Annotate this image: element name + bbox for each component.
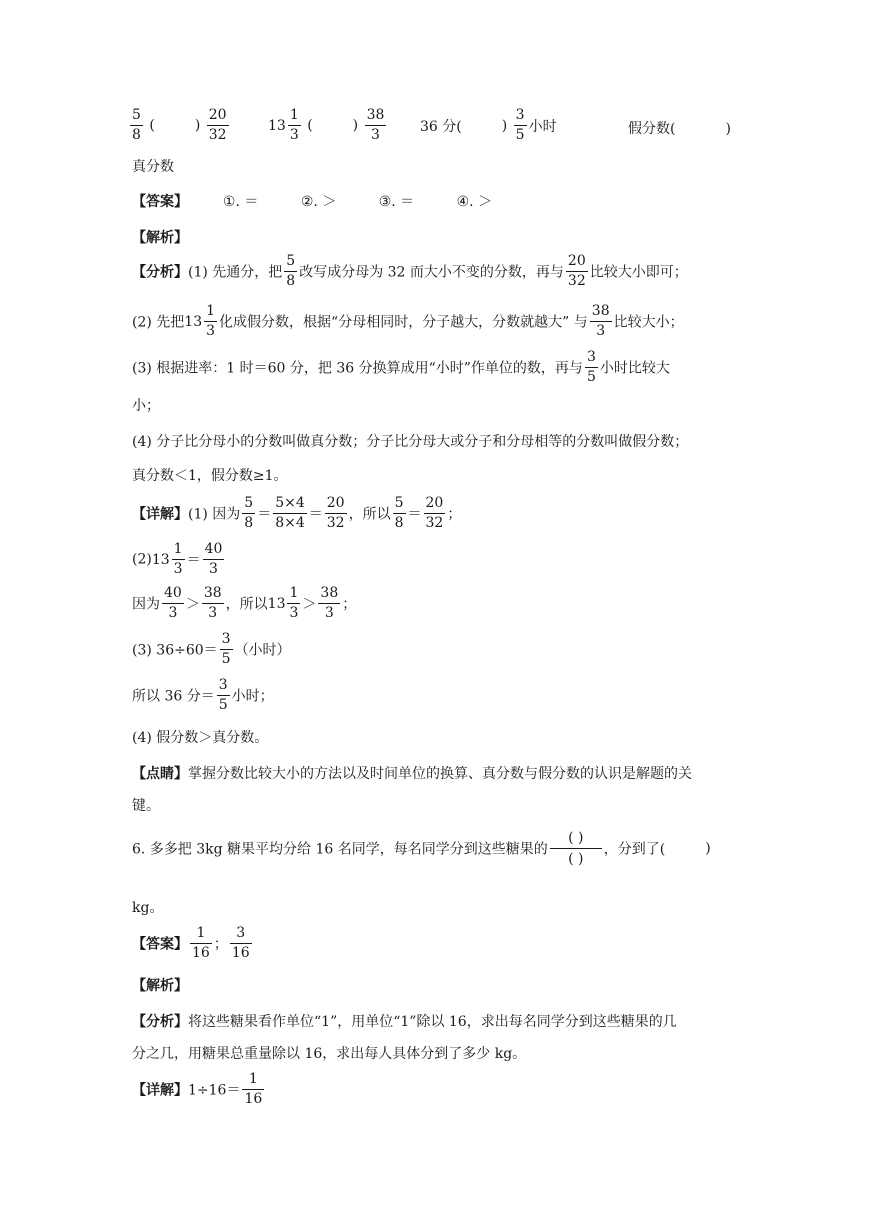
q6-fenxi: 【分析】将这些糖果看作单位“1”，用单位“1”除以 16，求出每名同学分到这些糖果的几 (132, 1014, 677, 1030)
blank-1-open: ( (149, 117, 155, 134)
fraction-5-8: $\frac{5}{8}$ (132, 107, 141, 143)
q5-comparison-4: 假分数( ) (628, 121, 731, 137)
q5-analysis-label: 【解析】 (132, 230, 188, 246)
q5-fenxi-4-cont: 真分数＜1，假分数≥1。 (132, 468, 288, 484)
q5-fenxi-3: (3) 根据进率：1 时＝60 分，把 36 分换算成用“小时”作单位的数，再与 $\frac{3}{5}$ 小时比较大 (132, 349, 670, 385)
q5-point-cont: 键。 (132, 798, 160, 814)
fraction-20-32: $\frac{20}{32}$ (208, 107, 227, 143)
q5-detail-1: 【详解】(1) 因为 $\frac{5}{8}$ ＝ $\frac{5\times 4}{8\times 4}$ ＝ $\frac{20}{32}$ ，所以 $\frac{5}{8}$ ＝ $\frac{20}{32}$ ； (132, 495, 462, 531)
q6-answer: 【答案】 $\frac{1}{16}$ ； $\frac{3}{16}$ (132, 925, 250, 961)
q5-row-continuation: 真分数 (132, 159, 174, 175)
q5-fenxi-1: 【分析】(1) 先通分，把 $\frac{5}{8}$ 改写成分母为 32 而大小不变的分数，再与 $\frac{20}{32}$ 比较大小即可； (132, 253, 688, 289)
q5-detail-2b: 因为 $\frac{40}{3}$ ＞ $\frac{38}{3}$ ，所以 13 1 3 ＞ $\frac{38}{3}$ ； (132, 585, 357, 621)
q6-fenxi-cont: 分之几，用糖果总重量除以 16，求出每人具体分到了多少 kg。 (132, 1046, 527, 1062)
blank-1-close: ) (194, 117, 201, 134)
q6-question-cont: kg。 (132, 900, 164, 916)
fraction-38-3: $\frac{38}{3}$ (366, 107, 385, 143)
q5-point: 【点睛】掌握分数比较大小的方法以及时间单位的换算、真分数与假分数的认识是解题的关 (132, 766, 692, 782)
q5-fenxi-3-cont: 小； (132, 398, 160, 414)
q5-fenxi-2: (2) 先把 13 1 3 化成假分数，根据“分母相同时，分子越大，分数就越大” 与 $\frac{38}{3}$ 比较大小； (132, 303, 684, 339)
q5-comparison-3: 36 分( ) $\frac{3}{5}$ 小时 (420, 107, 557, 143)
fraction-3-5: $\frac{3}{5}$ (515, 107, 525, 143)
q5-detail-2: (2) 13 1 3 ＝ $\frac{40}{3}$ (132, 541, 223, 577)
q5-detail-3: (3) 36÷60＝ $\frac{3}{5}$ （小时） (132, 631, 291, 667)
q5-comparison-2: 13 1 3 ( ) $\frac{38}{3}$ (268, 107, 385, 143)
q6-analysis-label: 【解析】 (132, 978, 188, 994)
q6-detail: 【详解】1÷16＝ $\frac{1}{16}$ (132, 1071, 263, 1107)
mixed-13-1-3: 13 1 3 (268, 107, 299, 143)
q5-fenxi-4: (4) 分子比分母小的分数叫做真分数；分子比分母大或分子和分母相等的分数叫做假分数； (132, 434, 689, 450)
q5-detail-3b: 所以 36 分＝ $\frac{3}{5}$ 小时； (132, 677, 274, 713)
q6-fraction-blank[interactable]: $\frac{( )}{( )}$ (550, 828, 602, 869)
q5-detail-4: (4) 假分数＞真分数。 (132, 730, 269, 746)
q5-answer: 【答案】 ①. ＝ ②. ＞ ③. ＝ ④. ＞ (132, 194, 493, 210)
q6-question: 6. 多多把 3kg 糖果平均分给 16 名同学，每名同学分到这些糖果的 $\frac{( )}{( )}$ ，分到了( ) (132, 830, 711, 867)
q5-comparison-row (128, 106, 231, 145)
